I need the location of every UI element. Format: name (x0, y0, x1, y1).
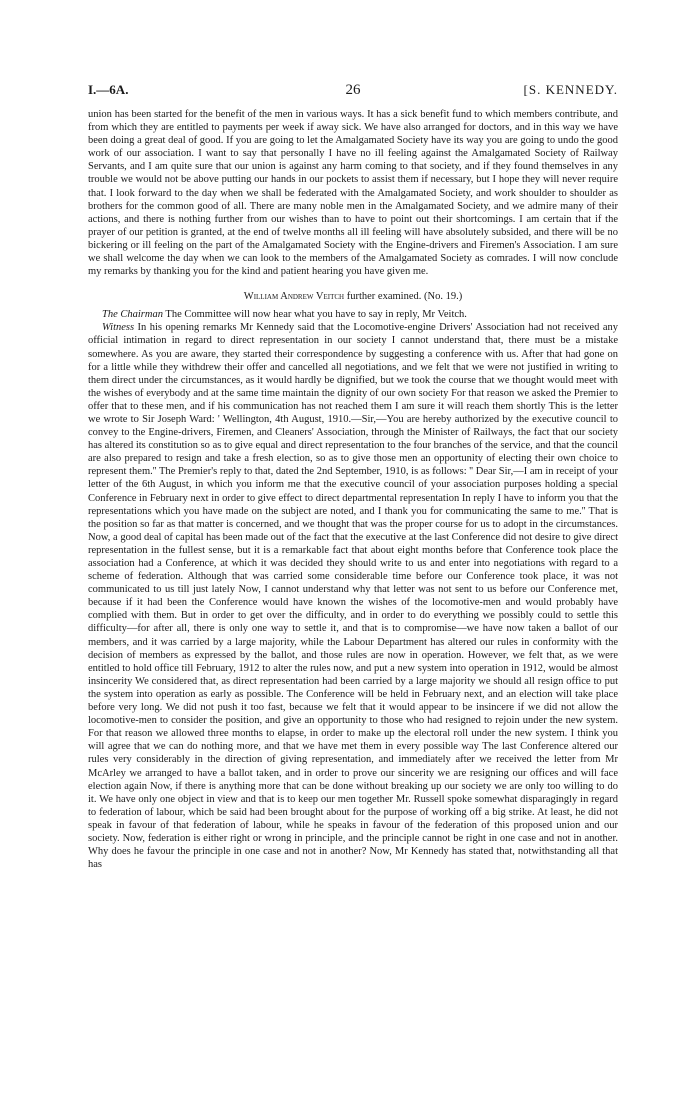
chairman-paragraph (88, 308, 618, 321)
witness-name: William Andrew Veitch (243, 291, 345, 303)
chairman-speaker: The Chairman (102, 309, 163, 321)
document-page (88, 82, 618, 871)
intro-paragraph: union has been started for the benefit of the men in various ways. It has a sick benefit fund to which members contribute, and from which they are entitled to payments per week if away sick. We have also arranged for doctors, and in this way we have been doing a great deal of good. If you are going to let the Amalgamated Society have its way you are going to undo the good work of our association. I want to say that personally I have no ill feeling against the Amalgamated Society of Railway Servants, and I am quite sure that our union is against any harm coming to that society, and if they found themselves in any trouble we would not be above putting our hands in our pockets to assist them if necessary, but I hope they will never require that. I look forward to the day when we shall be federated with the Amalgamated Society, and work shoulder to shoulder as brothers for the common good of all. There are many noble men in the Amalgamated Society, and we admire many of their actions, and there is nothing further from our wishes than to have to point out their shortcomings. I am certain that if the prayer of our petition is granted, at the end of twelve months all ill feeling will have absolutely subsided, and there will be no bickering or ill feeling on the part of the Amalgamated Society with the Engine-drivers and Firemen's Association. I am sure we shall welcome the day when we can look to the members of the Amalgamated Society as comrades. I will now conclude my remarks by thanking you for the kind and patient hearing you have given me. (88, 109, 618, 278)
witness-running-head: [S. KENNEDY. (523, 82, 618, 97)
section-title (88, 290, 618, 303)
section-title-rest: further examined. (No. 19.) (346, 291, 463, 303)
witness-text: In his opening remarks Mr Kennedy said that the Locomotive-engine Drivers' Association had not received any official intimation in regard to direct representation in our society I cannot understand that, there must be a mistake somewhere. As you are aware, they started their correspondence by suggesting a conference with us. After that had gone on for a little while they withdrew their offer and cancelled all negotiations, and we felt that we were not justified in writing to them direct under the circumstances, as it would hardly be dignified, but we took the course that we thought would meet with the wishes of everybody and at the same time maintain the dignity of our own society For that reason we asked the Premier to offer that to these men, and if his communication has not reached them I am sure it will reach them shortly This is the letter we wrote to Sir Joseph Ward: ' Wellington, 4th August, 1910.—Sir,—You are hereby authorized by the executive council to convey to the Engine-drivers, Firemen, and Cleaners' Association, through the Minister of Railways, the fact that our society has altered its constitution so as to give equal and direct representation to the four branches of the service, and that the council are also prepared to resign and take a fresh election, so as to give those men an opportunity of electing their own choice to represent them.'' The Premier's reply to that, dated the 2nd September, 1910, is as follows: '' Dear Sir,—I am in receipt of your letter of the 6th August, in which you inform me that the executive council of your association purposes holding a special Conference in February next in order to give effect to direct departmental representation In reply I have to inform you that the representations which you have made on the subject are noted, and I thank you for communicating the same to me.'' That is the position so far as that matter is concerned, and we thought that was the proper course for us to adopt in the circumstances. Now, a good deal of capital has been made out of the fact that the executive at the last Conference did not desire to give direct representation in the fullest sense, but it is a remarkable fact that about eight months before that Conference took place the association had a Conference, at which it was decided they should write to us and enter into negotiations with regard to a scheme of federation. Although that was carried some considerable time before our Conference took place, it was not communicated to us till just lately Now, I cannot understand why that letter was not sent to us before our Conference met, because if it had been the Conference would have known the wishes of the locomotive-men and would probably have complied with them. But in order to get over the difficulty, and in order to do everything we possibly could to settle this difficulty—for after all, there is only one way to settle it, and that is to compromise—we have now taken a ballot of our members, and it was carried by a large majority, while the Labour Department has altered our rules in conformity with the decision of members as expressed by the ballot, and those rules are now in operation. However, we felt that, as we were entitled to hold office till February, 1912 to alter the rules now, and put a new system into operation in 1912, would be almost insincerity We considered that, as direct representation had been carried by a large majority we should all resign office to put the system into operation as early as possible. The Conference will be held in February next, and an election will take place before very long. We did not push it too fast, because we felt that it would appear to be insincere if we did not allow the locomotive-men to consider the position, and give an opportunity to those who had resigned to rejoin under the new system. For that reason we allowed three months to elapse, in order to make up the electoral roll under the new system. I think you will agree that we can do nothing more, and that we have met them in every possible way The last Conference altered our rules very considerably in the direction of giving representation, and immediately after we received the letter from Mr McArley we arranged to have a ballot taken, and in order to prove our sincerity we are resigning our offices and will face election again Now, if there is anything more that can be done without breaking up our society we are only too willing to do it. We have only one object in view and that is to keep our men together Mr. Russell spoke somewhat disparagingly in regard to federation of labour, which be said had been brought about for the purpose of working off a big strike. At least, he did not speak in favour of that federation of labour, while he speaks in favour of the federation of this proposed union and our society. Now, federation is either right or wrong in principle, and the principle cannot be right in one case and not in another. Why does he favour the principle in one case and not in another? Now, Mr Kennedy has stated that, notwithstanding all that has (88, 322, 619, 871)
witness-speaker: Witness (102, 322, 135, 334)
page-number: 26 (345, 82, 361, 98)
witness-paragraph (88, 321, 618, 871)
chairman-text: The Committee will now hear what you have to say in reply, Mr Veitch. (165, 309, 467, 321)
page-header (88, 82, 618, 102)
paper-reference: I.—6A. (88, 82, 129, 97)
